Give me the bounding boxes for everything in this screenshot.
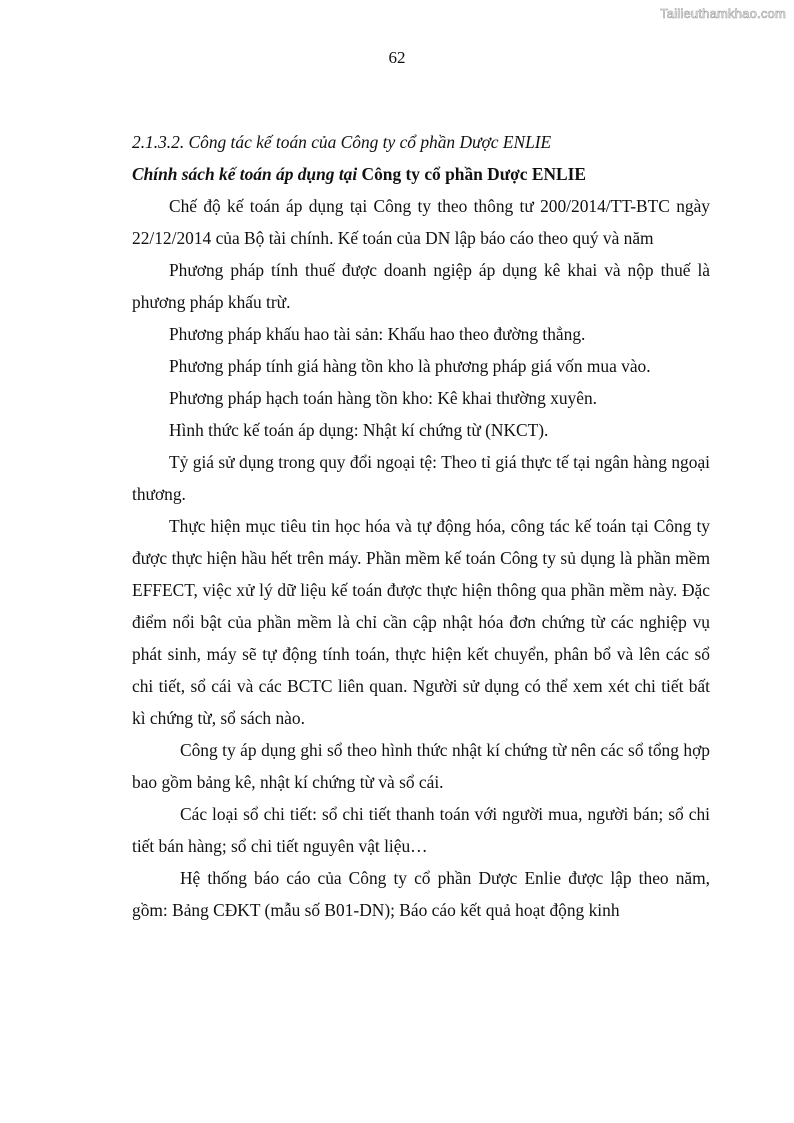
policy-heading-company: Công ty cổ phần Dược ENLIE	[357, 164, 586, 184]
watermark-text: Tailieuthamkhao.com	[660, 6, 786, 21]
paragraph-exchange-rate: Tỷ giá sử dụng trong quy đổi ngoại tệ: Theo tỉ giá thực tế tại ngân hàng ngoại thương.	[132, 452, 710, 504]
section-heading: 2.1.3.2. Công tác kế toán của Công ty cổ phần Dược ENLIE	[132, 132, 552, 152]
paragraph-detail-books: Các loại sổ chi tiết: sổ chi tiết thanh toán với người mua, người bán; sổ chi tiết bán hàng; sổ chi tiết nguyên vật liệu…	[132, 804, 710, 856]
paragraph-accounting-form: Hình thức kế toán áp dụng: Nhật kí chứng từ (NKCT).	[169, 420, 549, 440]
document-body	[132, 126, 710, 926]
paragraph-accounting-regime: Chế độ kế toán áp dụng tại Công ty theo thông tư 200/2014/TT-BTC ngày 22/12/2014 của Bộ tài chính. Kế toán của DN lập báo cáo theo quý và năm	[132, 196, 710, 248]
paragraph-ledger: Công ty áp dụng ghi sổ theo hình thức nhật kí chứng từ nên các sổ tổng hợp bao gồm bảng kê, nhật kí chứng từ và sổ cái.	[132, 740, 710, 792]
paragraph-inventory-accounting: Phương pháp hạch toán hàng tồn kho: Kê khai thường xuyên.	[169, 388, 597, 408]
policy-heading	[132, 158, 710, 190]
paragraph-depreciation: Phương pháp khấu hao tài sản: Khấu hao theo đường thẳng.	[169, 324, 586, 344]
page-number: 62	[388, 48, 406, 67]
paragraph-tax-method: Phương pháp tính thuế được doanh ngiệp áp dụng kê khai và nộp thuế là phương pháp khấu trừ.	[132, 260, 710, 312]
paragraph-report-system: Hệ thống báo cáo của Công ty cổ phần Dược Enlie được lập theo năm, gồm: Bảng CĐKT (mẫu số B01-DN); Báo cáo kết quả hoạt động kinh	[132, 868, 710, 920]
paragraph-inventory-pricing: Phương pháp tính giá hàng tồn kho là phương pháp giá vốn mua vào.	[169, 356, 651, 376]
policy-heading-italic: Chính sách kế toán áp dụng tại	[132, 164, 358, 184]
paragraph-software: Thực hiện mục tiêu tin học hóa và tự động hóa, công tác kế toán tại Công ty được thực hiện hầu hết trên máy. Phần mềm kế toán Công ty sủ dụng là phần mềm EFFECT, việc xử lý dữ liệu kế toán được thực hiện thông qua phần mềm này. Đặc điểm nổi bật của phần mềm là chỉ cần cập nhật hóa đơn chứng từ các nghiệp vụ phát sinh, máy sẽ tự động tính toán, thực hiện kết chuyển, phân bổ và lên các sổ chi tiết, sổ cái và các BCTC liên quan. Người sử dụng có thể xem xét chi tiết bất kì chứng từ, sổ sách nào.	[132, 516, 710, 728]
